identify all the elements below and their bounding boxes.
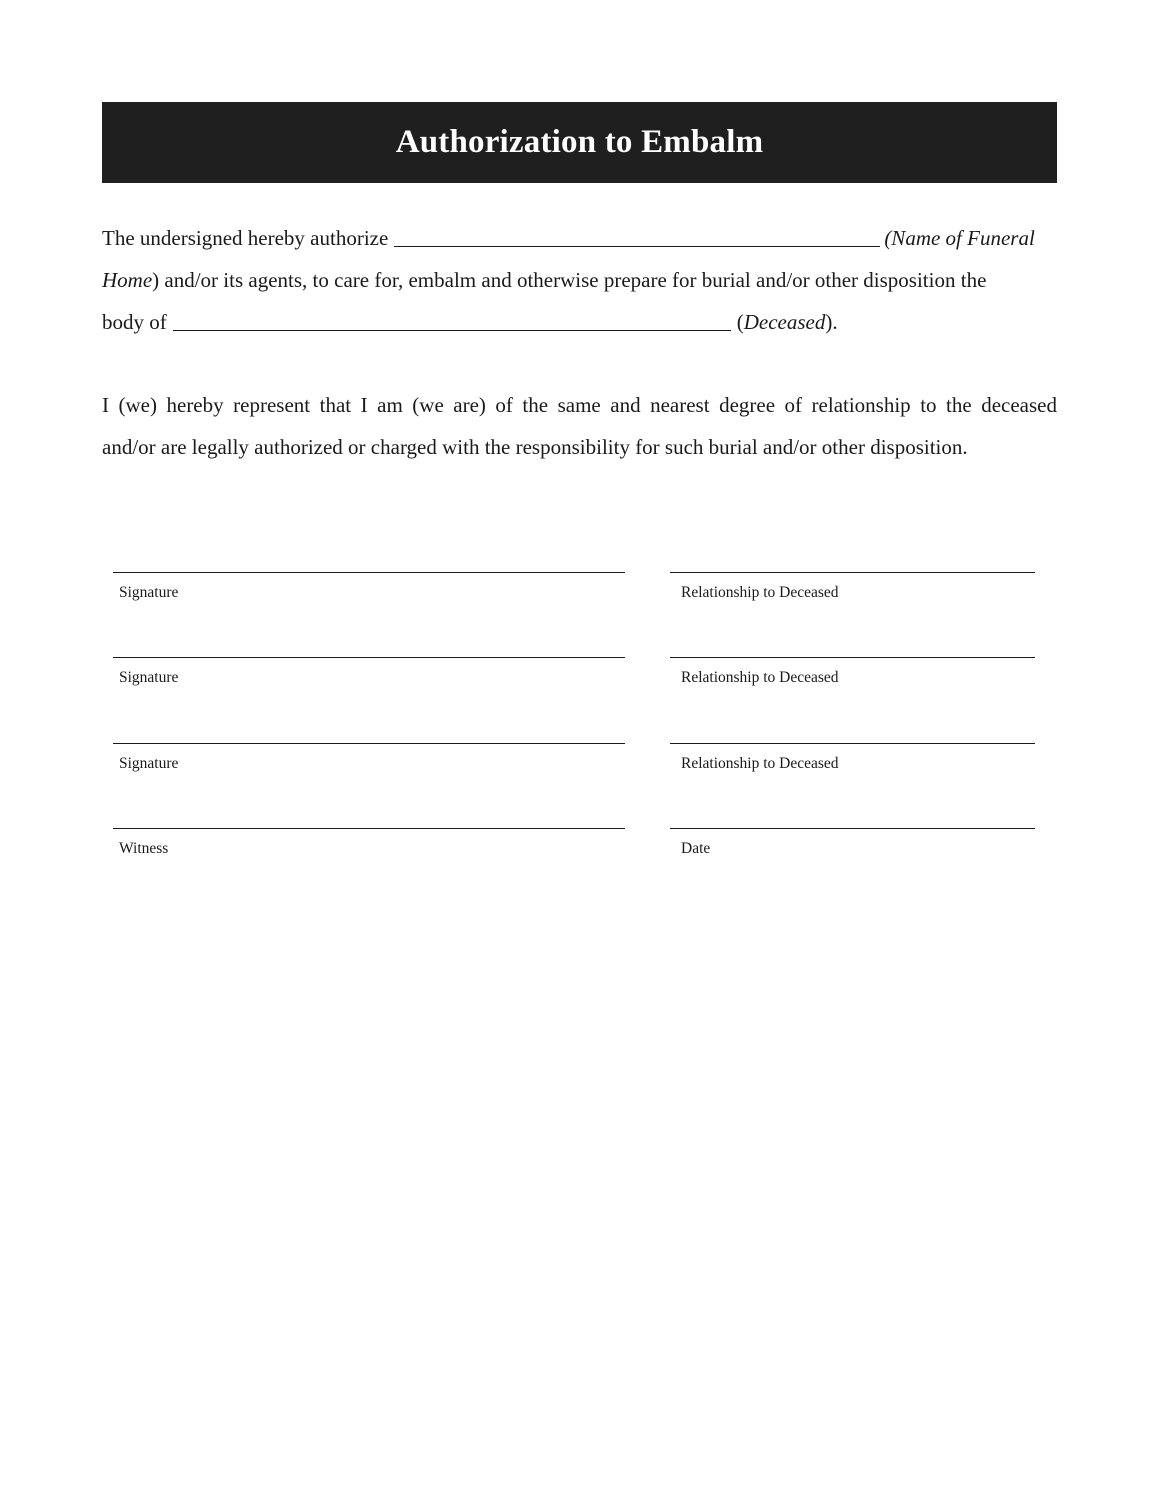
signature-label: Signature (119, 755, 179, 772)
signature-line[interactable] (113, 743, 625, 744)
representation-paragraph (102, 384, 1057, 468)
agents-text: ) and/or its agents, to care for, embalm and otherwise prepare for burial and/or other disposition the (152, 268, 987, 292)
relationship-label: Relationship to Deceased (681, 669, 839, 686)
date-line[interactable] (670, 828, 1035, 829)
relationship-label: Relationship to Deceased (681, 755, 839, 772)
signature-row-2 (0, 657, 1159, 697)
representation-line-2: and/or are legally authorized or charged with the responsibility for such burial and/or other disposition. (102, 435, 968, 459)
signature-row-1 (0, 572, 1159, 612)
authorization-line-2 (102, 259, 1057, 301)
signature-row-3 (0, 743, 1159, 783)
deceased-open-paren: ( (736, 310, 744, 334)
signature-label: Signature (119, 669, 179, 686)
deceased-close-paren: ). (825, 310, 838, 334)
authorization-line-3 (102, 301, 1057, 343)
relationship-line[interactable] (670, 572, 1035, 573)
witness-label: Witness (119, 840, 169, 857)
deceased-name-field[interactable] (173, 310, 731, 331)
relationship-label: Relationship to Deceased (681, 584, 839, 601)
authorization-paragraph (102, 217, 1057, 343)
date-label: Date (681, 840, 711, 857)
witness-row (0, 828, 1159, 868)
relationship-line[interactable] (670, 657, 1035, 658)
authorize-text: The undersigned hereby authorize (102, 226, 389, 250)
signature-label: Signature (119, 584, 179, 601)
title-banner (102, 102, 1057, 183)
signature-line[interactable] (113, 657, 625, 658)
relationship-line[interactable] (670, 743, 1035, 744)
funeral-home-hint: (Name of Funeral (884, 226, 1035, 250)
deceased-hint: Deceased (743, 310, 826, 334)
signature-line[interactable] (113, 572, 625, 573)
page-title: Authorization to Embalm (395, 124, 764, 160)
body-of-text: body of (102, 310, 167, 334)
funeral-home-name-field[interactable] (394, 226, 880, 247)
representation-line-1: I (we) hereby represent that I am (we are) of the same and nearest degree of relationship to the deceased (102, 393, 1057, 417)
authorization-line-1 (102, 217, 1057, 259)
home-hint: Home (102, 268, 153, 292)
witness-line[interactable] (113, 828, 625, 829)
